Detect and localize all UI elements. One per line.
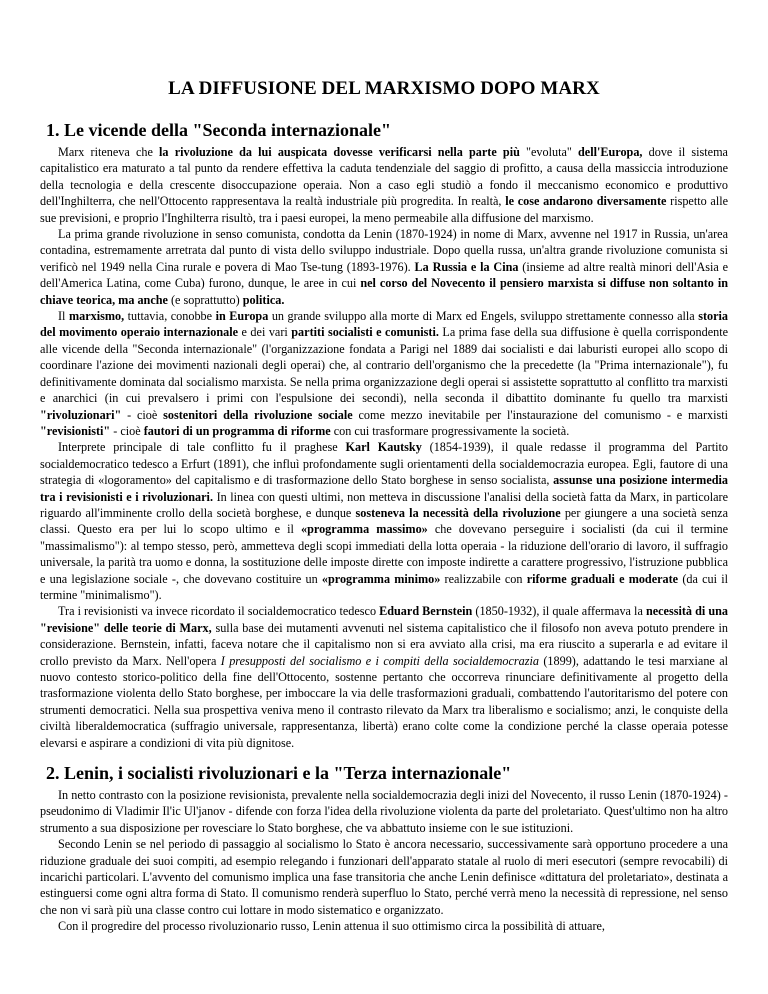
paragraph: [40, 603, 728, 751]
text-run: Marx riteneva che: [58, 145, 160, 159]
text-run: (e soprattutto): [167, 292, 243, 307]
text-run: con cui trasformare progressivamente la società.: [330, 423, 570, 438]
bold-text: le cose andarono diversamente: [505, 194, 667, 209]
document-title: LA DIFFUSIONE DEL MARXISMO DOPO MARX: [168, 78, 600, 99]
text-run: - cioè: [121, 407, 164, 422]
text-run: (1854-1939), il quale redasse il programma del Partito socialdemocratico tedesco a Erfurt (1891), che influì profondamente sugli orientamenti della socialdemocrazia europea. Egli, fautore di una strategia di «logoramento» del capitalismo e di trasformazione dello Stato borghese in senso socialista,: [40, 440, 728, 488]
bold-text: politica.: [242, 292, 285, 307]
text-run: per giungere a una società senza classi. Questo era per lui lo scopo ultimo e il: [40, 505, 728, 537]
text-run: rispetto alle sue previsioni, e proprio l'Inghilterra risultò, tra i paesi europei, la meno permeabile alla diffusione del marxismo.: [40, 194, 728, 225]
bold-text: assunse una posizione intermedia tra i revisionisti e i rivoluzionari.: [40, 473, 728, 504]
text-run: (insieme ad altre realtà minori dell'Asia e dell'America Latina, come Cuba) furono, dunque, le aree in cui: [40, 259, 729, 291]
text-run: (1850-1932), il quale affermava la: [472, 604, 646, 619]
text-run: (da cui il termine "minimalismo").: [40, 571, 728, 602]
text-run: - cioè: [110, 423, 144, 438]
text-run: e dei vari: [238, 325, 292, 340]
bold-text: "revisionisti": [40, 423, 111, 438]
paragraph: [40, 144, 728, 226]
bold-text: dell'Europa,: [578, 145, 643, 159]
paragraph: [40, 836, 728, 918]
paragraph: [40, 226, 728, 308]
paragraph: [40, 787, 728, 836]
bold-text: «programma massimo»: [301, 522, 428, 537]
bold-text: necessità di una "revisione" delle teorie di Marx,: [40, 604, 728, 635]
bold-text: in Europa: [215, 309, 269, 324]
section-spacer: [40, 751, 728, 763]
bold-text: sosteneva la necessità della rivoluzione: [355, 505, 561, 520]
text-run: In netto contrasto con la posizione revisionista, prevalente nella socialdemocrazia degli inizi del Novecento, il russo Lenin (1870-1924) - pseudonimo di Vladimir Il'ic Ul'janov - difende con forza l'idea della rivoluzione violenta da parte del proletariato. Quest'ultimo non ha altro strumento a sua disposizione per rovesciare lo Stato borghese, che va abbattuto insieme con le sue istituzioni.: [40, 788, 728, 835]
text-run: tuttavia, conobbe: [124, 309, 216, 324]
paragraph: [40, 918, 728, 934]
italic-text: I presupposti del socialismo e i compiti della socialdemocrazia: [220, 653, 539, 668]
text-run: La prima fase della sua diffusione è quella corrispondente alle vicende della "Seconda internazionale" (l'organizzazione fondata a Parigi nel 1889 dai socialisti e dai laburisti europei allo scopo di coordinare l'azione dei movimenti nazionali degli operai) che, al contrario dell'organismo che la precedette (la "Prima internazionale"), fu definitivamente dominata dal socialismo marxista. Se nella prima organizzazione degli operai si assistette soprattutto al conflitto tra marxisti e anarchici (in cui prevalsero i primi con l'espulsione dei secondi), nella seconda il dibattito dominante fu quello tra marxisti: [40, 325, 728, 406]
section-heading: 1. Le vicende della "Seconda internazionale": [46, 120, 391, 140]
text-run: realizzabile con: [440, 571, 527, 586]
document-body: [40, 78, 728, 935]
bold-text: fautori di un programma di riforme: [143, 423, 331, 438]
paragraph: [40, 308, 728, 439]
text-run: Il: [58, 309, 69, 324]
text-run: Con il progredire del processo rivoluzionario russo, Lenin attenua il suo ottimismo circa la possibilità di attuare,: [58, 919, 605, 934]
text-run: che dovevano perseguire i socialisti (da cui il termine "massimalismo"): al tempo stesso, però, ammetteva degli scopi immediati della lotta operaia - la riduzione dell'orario di lavoro, il suffragio universale, la parità tra uomo e donna, la sostituzione delle imposte dirette con imposte indirette a carattere progressivo, l'istruzione pubblica e una legislazione sociale -, che dovevano costituire un: [40, 522, 729, 586]
text-run: sulla base dei mutamenti avvenuti nel sistema capitalistico che il filosofo non aveva potuto prendere in considerazione. Bernstein, infatti, faceva notare che il capitalismo non si era avviato alla crisi, ma era riuscito a superarla e ad evitare il crollo previsto da Marx. Nell'opera: [40, 620, 728, 668]
paragraph: [40, 439, 728, 603]
text-run: In linea con questi ultimi, non metteva in discussione l'analisi della società fatta da Marx, in particolare riguardo all'imminente crollo della società borghese, e dunque: [40, 489, 728, 520]
bold-text: partiti socialisti e comunisti.: [291, 325, 439, 340]
bold-text: sostenitori della rivoluzione sociale: [163, 407, 353, 422]
section-heading: 2. Lenin, i socialisti rivoluzionari e la "Terza internazionale": [46, 763, 512, 784]
bold-text: la rivoluzione da lui auspicata dovesse verificarsi nella parte più: [159, 145, 527, 159]
text-run: Secondo Lenin se nel periodo di passaggio al socialismo lo Stato è ancora necessario, successivamente sarà opportuno procedere a una riduzione graduale dei suoi compiti, ad esempio relegando i funzionari dell'apparato statale al ruolo di meri esecutori (sempre revocabili) di incarichi particolari. L'avvento del comunismo implica una fase transitoria che anche Lenin definisce «dittatura del proletariato», destinata a estinguersi come ogni altra forma di Stato. Il comunismo renderà superfluo lo Stato, perché verrà meno la necessità di repressione, nel senso che non vi sarà più una classe contro cui lottare in modo sistematico e organizzato.: [40, 837, 728, 917]
bold-text: Karl Kautsky: [345, 440, 422, 455]
bold-text: marxismo,: [68, 309, 125, 324]
bold-text: storia del movimento operaio internazionale: [40, 309, 729, 340]
text-run: La prima grande rivoluzione in senso comunista, condotta da Lenin (1870-1924) in nome di Marx, avvenne nel 1917 in Russia, un'area contadina, estremamente arretrata dal punto di vista dello sviluppo industriale. Dopo quella russa, un'altra grande rivoluzione comunista si verificò nel 1949 nella Cina rurale e povera di Mao Tse-tung (1893-1976).: [40, 227, 728, 274]
bold-text: La Russia e la Cina: [414, 259, 519, 274]
text-run: Interprete principale di tale conflitto fu il praghese: [58, 440, 346, 455]
bold-text: riforme graduali e moderate: [526, 571, 679, 586]
text-run: Tra i revisionisti va invece ricordato il socialdemocratico tedesco: [58, 604, 380, 619]
bold-text: «programma minimo»: [321, 571, 441, 586]
bold-text: "rivoluzionari": [40, 407, 122, 422]
text-run: (1899), adattando le tesi marxiane al nuovo contesto storico-politico della fine dell'Ottocento, sostenne pertanto che occorreva rinunciare definitivamente al progetto della trasformazione violenta dello Stato borghese, per imboccare la via delle trasformazioni graduali, combattendo l'autoritarismo del potere con strumenti democratici. Nella sua prospettiva veniva meno il contrasto rilevato da Marx tra liberalismo e socialismo; anzi, le conquiste della civiltà liberaldemocratica (suffragio universale, rappresentanza, libertà) erano colte come la condizione perché la classe operaia potesse elevarsi e aspirare a condizioni di vita più dignitose.: [40, 653, 728, 750]
text-run: un grande sviluppo alla morte di Marx ed Engels, sviluppo strettamente connesso alla: [268, 309, 699, 324]
bold-text: Eduard Bernstein: [379, 604, 473, 619]
text-run: come mezzo inevitabile per l'instaurazione del comunismo - e marxisti: [352, 407, 728, 422]
bold-text: nel corso del Novecento il pensiero marxista si diffuse non soltanto in chiave teorica, ma anche: [40, 276, 729, 307]
text-run: dove il sistema capitalistico era maturato a tal punto da rendere effettiva la caduta tendenziale del saggio di profitto, a causa della massiccia introduzione della tecnologia e della crescente disoccupazione operaia. Non a caso egli studiò a fondo il meccanismo economico e produttivo dell'Inghilterra, che nell'Ottocento rappresentava la realtà industriale più progredita. In realtà,: [40, 145, 728, 209]
sections-container: [40, 120, 728, 935]
text-run: "evoluta": [526, 145, 578, 159]
